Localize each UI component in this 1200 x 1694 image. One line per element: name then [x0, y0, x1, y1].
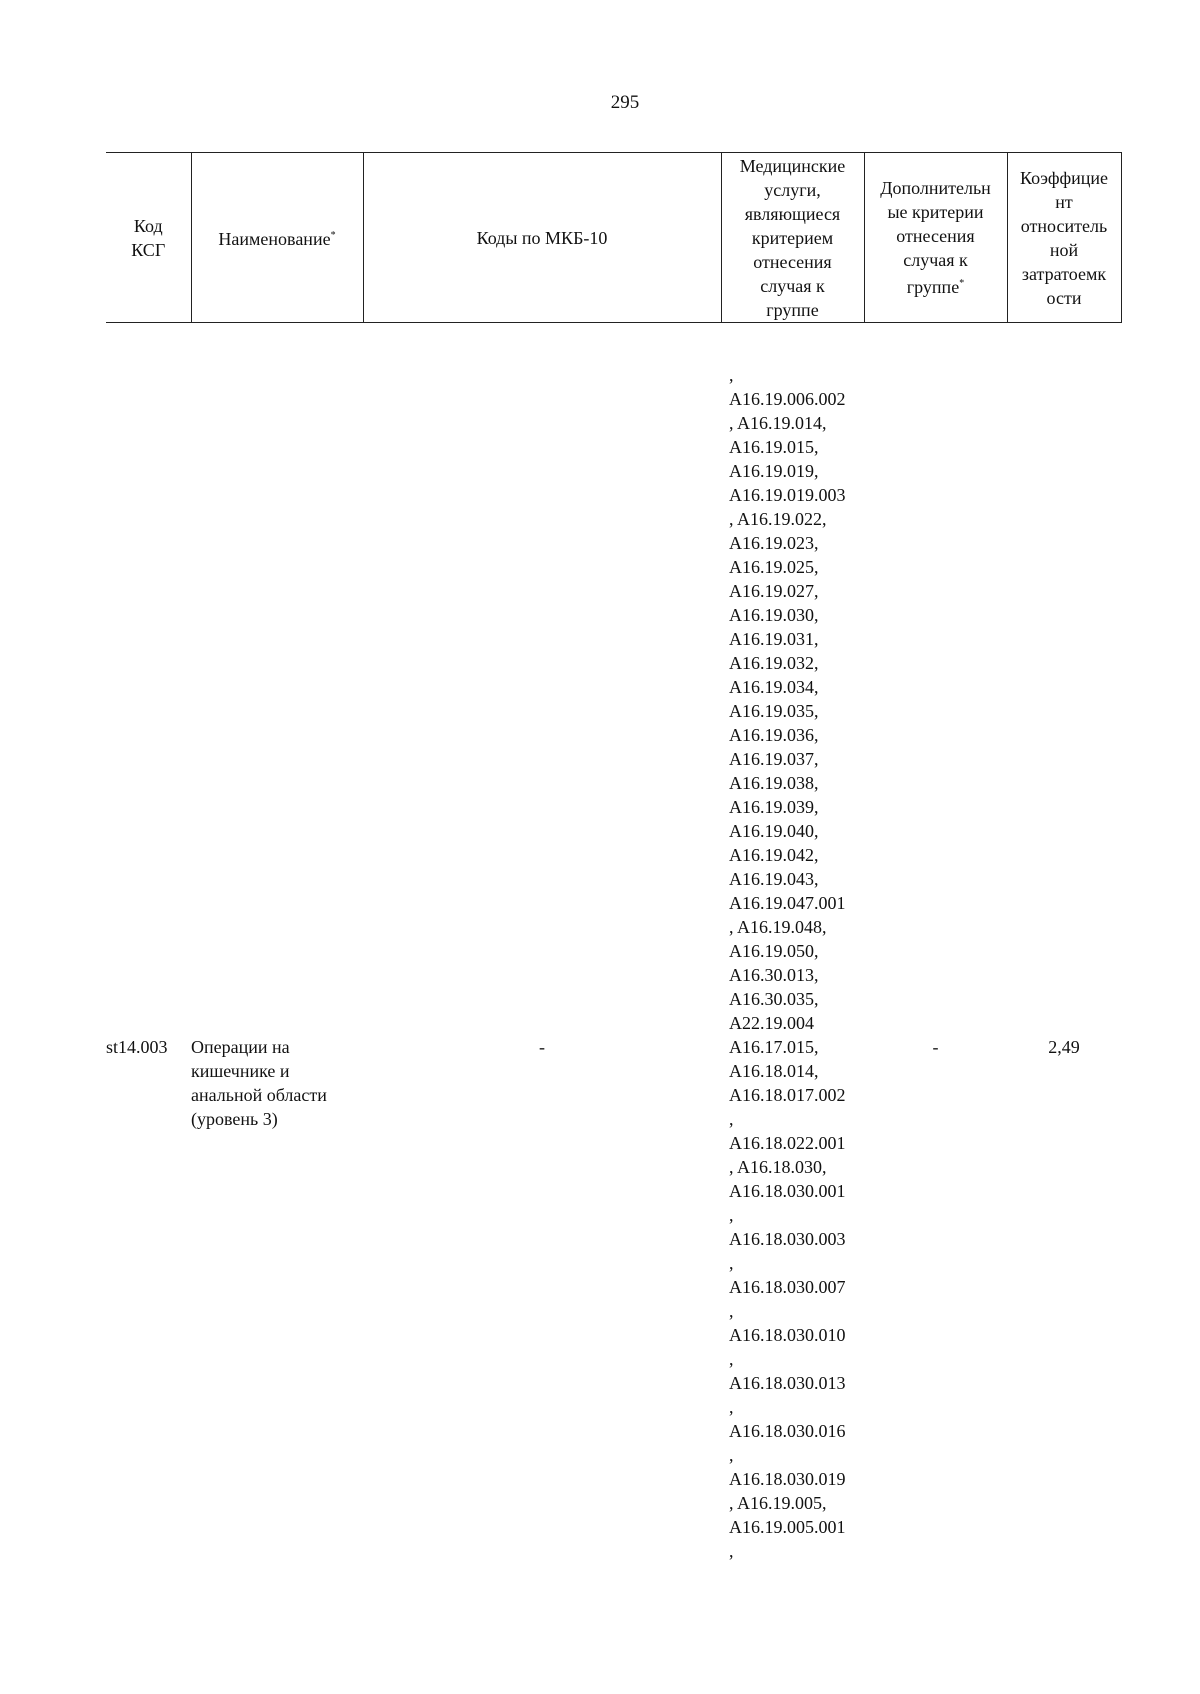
text-line: , — [729, 1445, 734, 1465]
header-coef-lines — [1020, 166, 1108, 310]
text-line: группе — [766, 299, 819, 320]
table-row — [106, 1035, 1121, 1563]
text-line: A16.18.030.013 — [729, 1373, 846, 1393]
header-mkb — [363, 153, 721, 323]
continuation-services-list — [721, 363, 864, 1035]
row-services-list — [721, 1035, 864, 1563]
text-line: A16.19.031, — [729, 629, 819, 649]
text-line: анальной области — [191, 1085, 327, 1105]
text-line: A16.18.022.001 — [729, 1133, 846, 1153]
text-line: A16.19.047.001 — [729, 893, 846, 913]
text-line: A16.19.005.001 — [729, 1517, 846, 1537]
text-line: , A16.19.048, — [729, 917, 827, 937]
text-line: A16.19.023, — [729, 533, 819, 553]
text-line: , — [729, 1109, 734, 1129]
row-code: st14.003 — [106, 1037, 168, 1057]
text-line: A16.19.040, — [729, 821, 819, 841]
text-line: A16.18.017.002 — [729, 1085, 846, 1105]
header-code-lines — [131, 214, 165, 262]
text-line: A16.19.036, — [729, 725, 819, 745]
text-line: группе* — [906, 277, 965, 297]
table-row-continuation — [106, 323, 1121, 1036]
header-services — [721, 153, 864, 323]
text-line: A16.19.039, — [729, 797, 819, 817]
text-line: , — [729, 1349, 734, 1369]
text-line: A16.19.019.003 — [729, 485, 846, 505]
text-line: A16.18.030.010 — [729, 1325, 846, 1345]
text-line: ости — [1046, 287, 1082, 308]
header-extra — [864, 153, 1007, 323]
text-line: Медицинские — [739, 155, 846, 176]
text-line: (уровень 3) — [191, 1109, 278, 1129]
table-header — [106, 153, 1121, 323]
text-line: отнесения — [753, 251, 832, 272]
text-line: критерием — [751, 227, 834, 248]
text-line: относитель — [1020, 215, 1108, 236]
header-mkb-label: Коды по МКБ-10 — [476, 227, 608, 248]
text-line: ые критерии — [887, 202, 984, 222]
text-line: Дополнительн — [880, 178, 991, 198]
text-line: нт — [1055, 191, 1073, 212]
text-line: A16.19.019, — [729, 461, 819, 481]
text-line: , A16.19.014, — [729, 413, 827, 433]
text-line: A16.19.025, — [729, 557, 819, 577]
text-line: A22.19.004 — [729, 1013, 814, 1033]
text-line: случая к — [903, 250, 968, 270]
text-line: , — [729, 365, 734, 385]
text-line: , A16.19.005, — [729, 1493, 827, 1513]
text-line: , A16.18.030, — [729, 1157, 827, 1177]
text-line: , — [729, 1205, 734, 1225]
row-mkb: - — [539, 1037, 545, 1057]
text-line: отнесения — [896, 226, 975, 246]
text-line: случая к — [760, 275, 825, 296]
text-line: Операции на — [191, 1037, 290, 1057]
text-line: A16.18.030.001 — [729, 1181, 846, 1201]
text-line: A16.19.037, — [729, 749, 819, 769]
header-extra-lines — [880, 176, 991, 299]
row-coef: 2,49 — [1048, 1037, 1080, 1057]
text-line: Код — [133, 215, 163, 236]
text-line: A16.19.050, — [729, 941, 819, 961]
text-line: A16.19.038, — [729, 773, 819, 793]
text-line: , — [729, 1301, 734, 1321]
text-line: A16.18.014, — [729, 1061, 819, 1081]
header-services-lines — [740, 154, 846, 322]
header-name — [191, 153, 363, 323]
text-line: A16.18.030.016 — [729, 1421, 846, 1441]
header-name-mark: * — [330, 230, 336, 241]
text-line: A16.30.013, — [729, 965, 819, 985]
text-line: A16.18.030.019 — [729, 1469, 846, 1489]
text-line: A16.19.027, — [729, 581, 819, 601]
text-line: A16.19.043, — [729, 869, 819, 889]
text-line: , — [729, 1253, 734, 1273]
text-line: затратоемк — [1021, 263, 1107, 284]
text-line: Коэффицие — [1019, 167, 1109, 188]
ksg-table — [106, 152, 1122, 1563]
text-line: кишечнике и — [191, 1061, 290, 1081]
row-extra: - — [932, 1037, 939, 1057]
text-line: , A16.19.022, — [729, 509, 827, 529]
text-line: КСГ — [131, 239, 166, 260]
text-line: , — [729, 1397, 734, 1417]
row-name — [191, 1035, 363, 1563]
text-line: A16.17.015, — [729, 1037, 819, 1057]
text-line: A16.19.042, — [729, 845, 819, 865]
spacer — [721, 323, 864, 363]
text-line: A16.19.030, — [729, 605, 819, 625]
text-line: A16.18.030.003 — [729, 1229, 846, 1249]
text-line: ной — [1049, 239, 1079, 260]
text-line: A16.30.035, — [729, 989, 819, 1009]
footnote-mark: * — [959, 278, 965, 289]
header-coef — [1007, 153, 1121, 323]
text-line: являющиеся — [744, 203, 841, 224]
text-line: A16.19.006.002 — [729, 389, 846, 409]
header-code — [106, 153, 191, 323]
text-line: A16.18.030.007 — [729, 1277, 846, 1297]
page-number: 295 — [610, 92, 640, 113]
text-line: , — [729, 1541, 734, 1561]
text-line: A16.19.015, — [729, 437, 819, 457]
text-line: A16.19.035, — [729, 701, 819, 721]
text-line: A16.19.032, — [729, 653, 819, 673]
header-name-label: Наименование — [218, 229, 331, 249]
text-line: услуги, — [764, 179, 821, 200]
text-line: A16.19.034, — [729, 677, 819, 697]
